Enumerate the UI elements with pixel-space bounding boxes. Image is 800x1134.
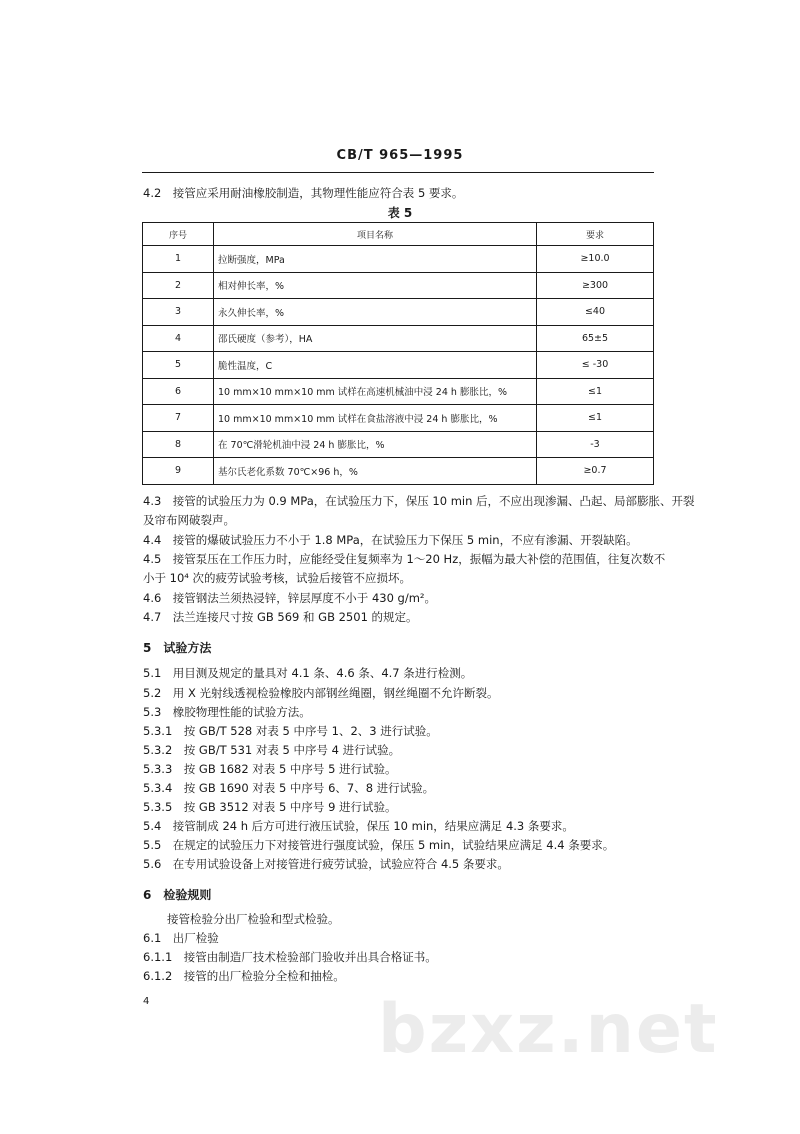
clause-4-5-cont: 小于 10⁴ 次的疲劳试验考核，试验后接管不应损坏。: [143, 571, 412, 585]
table-caption: 表 5: [387, 206, 413, 220]
standard-number: CB/T 965—1995: [336, 148, 464, 163]
clause-5-3-1: 5.3.1 按 GB/T 528 对表 5 中序号 1、2、3 进行试验。: [143, 724, 438, 738]
item-name: 脆性温度，C: [214, 352, 537, 379]
table-row: [143, 458, 654, 485]
requirement: ≤40: [537, 299, 654, 326]
requirement: -3: [537, 431, 654, 458]
item-name: 邵氏硬度（参考），HA: [214, 325, 537, 352]
clause-5-3-2: 5.3.2 按 GB/T 531 对表 5 中序号 4 进行试验。: [143, 743, 401, 757]
requirement: ≤1: [537, 378, 654, 405]
clause-5-1: 5.1 用目测及规定的量具对 4.1 条、4.6 条、4.7 条进行检测。: [143, 666, 473, 680]
item-name: 基尔氏老化系数 70℃×96 h，%: [214, 458, 537, 485]
clause-4-5: 4.5 接管泵压在工作压力时，应能经受住复频率为 1～20 Hz，振幅为最大补偿的范围值，往复次数不: [143, 552, 666, 566]
requirement: 65±5: [537, 325, 654, 352]
clause-5-3: 5.3 橡胶物理性能的试验方法。: [143, 705, 311, 719]
requirement: ≤ -30: [537, 352, 654, 379]
item-name: 10 mm×10 mm×10 mm 试样在高速机械油中浸 24 h 膨胀比，%: [214, 378, 537, 405]
clause-5-3-3: 5.3.3 按 GB 1682 对表 5 中序号 5 进行试验。: [143, 762, 397, 776]
header-divider: [142, 172, 654, 173]
clause-4-3: 4.3 接管的试验压力为 0.9 MPa，在试验压力下，保压 10 min 后，不应出现渗漏、凸起、局部膨胀、开裂: [143, 494, 695, 508]
table-row: [143, 272, 654, 299]
table-header-cell: 要求: [537, 223, 654, 246]
clause-4-2: 4.2 接管应采用耐油橡胶制造，其物理性能应符合表 5 要求。: [143, 186, 464, 200]
table-header-cell: 项目名称: [214, 223, 537, 246]
row-number: 1: [143, 246, 214, 273]
clause-5-6: 5.6 在专用试验设备上对接管进行疲劳试验，试验应符合 4.5 条要求。: [143, 857, 509, 871]
clause-5-2: 5.2 用 X 光射线透视检验橡胶内部钢丝绳圈，钢丝绳圈不允许断裂。: [143, 686, 499, 700]
section-6-intro: 接管检验分出厂检验和型式检验。: [167, 912, 340, 926]
clause-6-1-1: 6.1.1 接管由制造厂技术检验部门验收并出具合格证书。: [143, 950, 437, 964]
section-6-title: 6 检验规则: [143, 888, 212, 902]
page-number: 4: [143, 996, 150, 1007]
clause-5-4: 5.4 接管制成 24 h 后方可进行液压试验，保压 10 min，结果应满足 4.3 条要求。: [143, 819, 574, 833]
item-name: 10 mm×10 mm×10 mm 试样在食盐溶液中浸 24 h 膨胀比，%: [214, 405, 537, 432]
clause-4-3-cont: 及帘布网破裂声。: [143, 513, 235, 527]
requirement: ≥300: [537, 272, 654, 299]
row-number: 4: [143, 325, 214, 352]
item-name: 相对伸长率，%: [214, 272, 537, 299]
table-row: [143, 431, 654, 458]
table-header-row: [143, 223, 654, 246]
clause-4-4: 4.4 接管的爆破试验压力不小于 1.8 MPa，在试验压力下保压 5 min，不应有渗漏、开裂缺陷。: [143, 533, 638, 547]
row-number: 3: [143, 299, 214, 326]
watermark: bzxz.net: [378, 990, 719, 1069]
clause-4-6: 4.6 接管钢法兰须热浸锌，锌层厚度不小于 430 g/m²。: [143, 591, 437, 605]
row-number: 8: [143, 431, 214, 458]
table-row: [143, 299, 654, 326]
item-name: 拉断强度，MPa: [214, 246, 537, 273]
row-number: 6: [143, 378, 214, 405]
table-row: [143, 378, 654, 405]
section-5-title: 5 试验方法: [143, 641, 212, 655]
table-row: [143, 405, 654, 432]
requirement: ≥0.7: [537, 458, 654, 485]
row-number: 7: [143, 405, 214, 432]
table-row: [143, 246, 654, 273]
table-row: [143, 325, 654, 352]
clause-4-7: 4.7 法兰连接尺寸按 GB 569 和 GB 2501 的规定。: [143, 610, 418, 624]
item-name: 在 70℃滑轮机油中浸 24 h 膨胀比，%: [214, 431, 537, 458]
requirement: ≤1: [537, 405, 654, 432]
row-number: 2: [143, 272, 214, 299]
row-number: 9: [143, 458, 214, 485]
requirement: ≥10.0: [537, 246, 654, 273]
clause-6-1: 6.1 出厂检验: [143, 931, 219, 945]
clause-5-5: 5.5 在规定的试验压力下对接管进行强度试验，保压 5 min，试验结果应满足 4.4 条要求。: [143, 838, 615, 852]
table-row: [143, 352, 654, 379]
table-header-cell: 序号: [143, 223, 214, 246]
item-name: 永久伸长率，%: [214, 299, 537, 326]
clause-6-1-2: 6.1.2 接管的出厂检验分全检和抽检。: [143, 969, 345, 983]
clause-5-3-5: 5.3.5 按 GB 3512 对表 5 中序号 9 进行试验。: [143, 800, 397, 814]
table-5: [142, 222, 654, 485]
row-number: 5: [143, 352, 214, 379]
clause-5-3-4: 5.3.4 按 GB 1690 对表 5 中序号 6、7、8 进行试验。: [143, 781, 435, 795]
